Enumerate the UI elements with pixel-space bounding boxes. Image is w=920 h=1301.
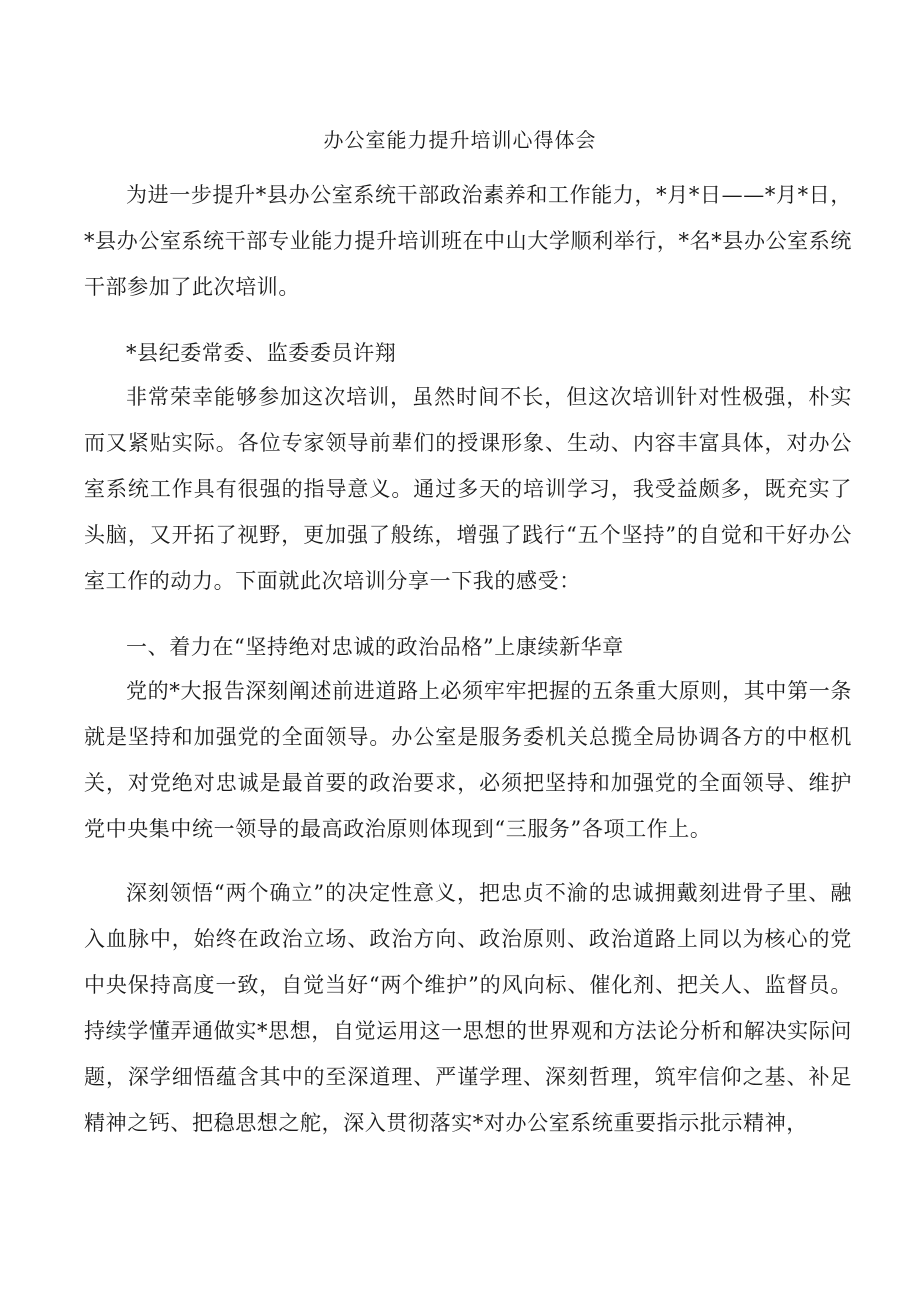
paragraph-speaker: *县纪委常委、监委委员许翔	[126, 341, 397, 365]
section-heading-1: 一、着力在“坚持绝对忠诚的政治品格”上康续新华章	[126, 635, 624, 659]
paragraph-two-establishments: 深刻领悟“两个确立”的决定性意义，把忠贞不渝的忠诚拥戴刻进骨子里、融入血脉中，始终在政治立场、政治方向、政治原则、政治道路上同以为核心的党中央保持高度一致，自觉当好“两个维护”的风向标、催化剂、把关人、监督员。持续学懂弄通做实*思想，自觉运用这一思想的世界观和方法论分析和解决实际问题，深学细悟蕴含其中的至深道理、严谨学理、深刻哲理，筑牢信仰之基、补足精神之钙、把稳思想之舵，深入贯彻落实*对办公室系统重要指示批示精神，	[84, 881, 852, 1135]
paragraph-intro: 为进一步提升*县办公室系统干部政治素养和工作能力，*月*日——*月*日，*县办公室系统干部专业能力提升培训班在中山大学顺利举行，*名*县办公室系统干部参加了此次培训。	[84, 183, 852, 299]
paragraph-feelings: 非常荣幸能够参加这次培训，虽然时间不长，但这次培训针对性极强，朴实而又紧贴实际。各位专家领导前辈们的授课形象、生动、内容丰富具体，对办公室系统工作具有很强的指导意义。通过多天的培训学习，我受益颇多，既充实了头脑，又开拓了视野，更加强了般练，增强了践行“五个坚持”的自觉和干好办公室工作的动力。下面就此次培训分享一下我的感受：	[84, 385, 852, 593]
document-title: 办公室能力提升培训心得体会	[323, 128, 597, 152]
paragraph-principles: 党的*大报告深刻阐述前进道路上必须牢牢把握的五条重大原则，其中第一条就是坚持和加强党的全面领导。办公室是服务委机关总揽全局协调各方的中枢机关，对党绝对忠诚是最首要的政治要求，必须把坚持和加强党的全面领导、维护党中央集中统一领导的最高政治原则体现到“三服务”各项工作上。	[84, 679, 852, 841]
